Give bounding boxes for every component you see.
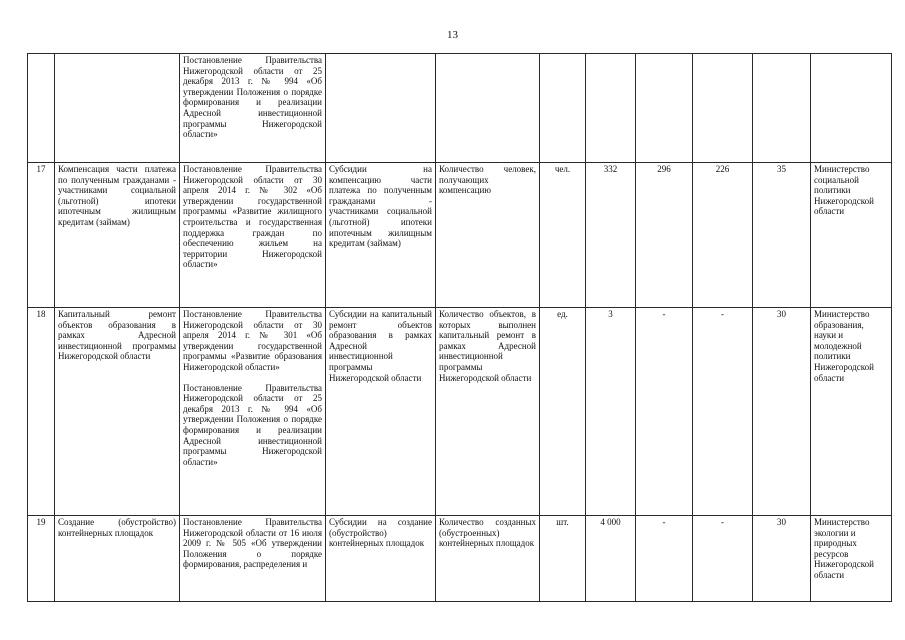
cell-value-3: 226 (693, 163, 753, 308)
cell-value-3 (693, 54, 753, 163)
cell-name: Создание (обустройство) контейнерных площадок (55, 516, 180, 602)
cell-indicator: Количество объектов, в которых выполнен капитальный ремонт в рамках Адресной инвестиционной программы Нижегородской области (436, 308, 540, 516)
cell-form (326, 54, 436, 163)
cell-num: 18 (28, 308, 55, 516)
table-row (28, 54, 892, 163)
cell-num: 17 (28, 163, 55, 308)
cell-value-2 (636, 54, 693, 163)
cell-value-4 (753, 54, 811, 163)
cell-indicator: Количество созданных (обустроенных) контейнерных площадок (436, 516, 540, 602)
cell-value-1 (586, 54, 636, 163)
cell-value-3: - (693, 516, 753, 602)
cell-num (28, 54, 55, 163)
cell-legal-basis: Постановление Правительства Нижегородской области от 16 июля 2009 г. № 505 «Об утверждении Положения о порядке формирования, распределения и (180, 516, 326, 602)
table-row (28, 516, 892, 602)
cell-indicator (436, 54, 540, 163)
cell-form: Субсидии на создание (обустройство) контейнерных площадок (326, 516, 436, 602)
cell-value-2: 296 (636, 163, 693, 308)
cell-unit (540, 54, 586, 163)
cell-value-2: - (636, 516, 693, 602)
budget-table (27, 53, 892, 602)
cell-form: Субсидии на капитальный ремонт объектов образования в рамках Адресной инвестиционной программы Нижегородской области (326, 308, 436, 516)
cell-value-4: 35 (753, 163, 811, 308)
cell-form: Субсидии на компенсацию части платежа по полученным гражданами - участниками социальной (льготной) ипотеки ипотечным жилищным кредитам (займам) (326, 163, 436, 308)
cell-value-1: 332 (586, 163, 636, 308)
legal-doc-1: Постановление Правительства Нижегородской области от 30 апреля 2014 г. № 301 «Об утверждении государственной программы «Развитие образования Нижегородской области» (183, 309, 322, 372)
cell-indicator: Количество человек, получающих компенсацию (436, 163, 540, 308)
cell-ministry: Министерство экологии и природных ресурсов Нижегородской области (811, 516, 892, 602)
cell-value-4: 30 (753, 308, 811, 516)
cell-legal-basis: Постановление Правительства Нижегородской области от 25 декабря 2013 г. № 994 «Об утверждении Положения о порядке формирования и реализации Адресной инвестиционной программы Нижегородской области» (180, 54, 326, 163)
cell-value-1: 4 000 (586, 516, 636, 602)
table-row (28, 163, 892, 308)
cell-value-1: 3 (586, 308, 636, 516)
cell-unit: чел. (540, 163, 586, 308)
page-number: 13 (447, 29, 458, 41)
cell-num: 19 (28, 516, 55, 602)
legal-doc-2: Постановление Правительства Нижегородской области от 25 декабря 2013 г. № 994 «Об утверждении Положения о порядке формирования и реализации Адресной инвестиционной программы Нижегородской области» (183, 382, 322, 467)
cell-name: Компенсация части платежа по полученным гражданами - участниками социальной (льготной) ипотеки ипотечным жилищным кредитам (займам) (55, 163, 180, 308)
cell-value-2: - (636, 308, 693, 516)
cell-ministry: Министерство социальной политики Нижегородской области (811, 163, 892, 308)
cell-name: Капитальный ремонт объектов образования в рамках Адресной инвестиционной программы Нижегородской области (55, 308, 180, 516)
cell-unit: ед. (540, 308, 586, 516)
cell-name (55, 54, 180, 163)
table-row (28, 308, 892, 516)
cell-value-3: - (693, 308, 753, 516)
cell-ministry: Министерство образования, науки и молодежной политики Нижегородской области (811, 308, 892, 516)
cell-ministry (811, 54, 892, 163)
cell-legal-basis: Постановление Правительства Нижегородской области от 30 апреля 2014 г. № 302 «Об утверждении государственной программы «Развитие жилищного строительства и государственная поддержка граждан по обеспечению жильем на территории Нижегородской области» (180, 163, 326, 308)
cell-value-4: 30 (753, 516, 811, 602)
cell-unit: шт. (540, 516, 586, 602)
cell-legal-basis (180, 308, 326, 516)
